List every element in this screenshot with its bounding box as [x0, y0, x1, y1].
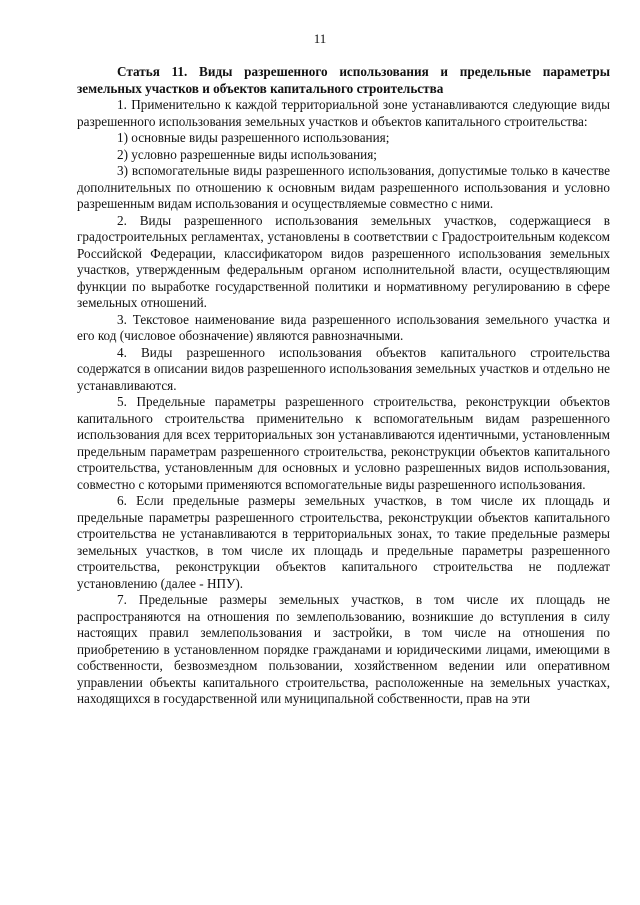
- page-number: 11: [313, 31, 327, 46]
- document-body: [77, 64, 610, 708]
- paragraph: 3. Текстовое наименование вида разрешенного использования земельного участка и его код (числовое обозначение) являются равнозначными.: [77, 311, 610, 343]
- paragraph: 3) вспомогательные виды разрешенного использования, допустимые только в качестве дополнительных по отношению к основным видам разрешенного использования и условно разрешенным видам использования и осуществляемые совместно с ними.: [77, 163, 610, 211]
- article-title: Статья 11. Виды разрешенного использования и предельные параметры земельных участков и объектов капитального строительства: [77, 64, 610, 96]
- paragraph: 7. Предельные размеры земельных участков, в том числе их площадь не распространяются на отношения по землепользованию, возникшие до вступления в силу настоящих правил землепользования и застройки, в том числе на отношения по приобретению в установленном порядке гражданами и юридическими лицами, имеющими в собственности, безвозмездном пользовании, хозяйственном ведении или оперативном управлении объекты капитального строительства, расположенные на земельных участках, находящихся в государственной или муниципальной собственности, прав на эти: [77, 592, 610, 706]
- paragraph: 2) условно разрешенные виды использования;: [117, 146, 377, 162]
- paragraph: 1. Применительно к каждой территориальной зоне устанавливаются следующие виды разрешенного использования земельных участков и объектов капитального строительства:: [77, 97, 610, 129]
- paragraph: 4. Виды разрешенного использования объектов капитального строительства содержатся в описании видов разрешенного использования земельных участков и отдельно не устанавливаются.: [77, 344, 610, 393]
- paragraph: 5. Предельные параметры разрешенного строительства, реконструкции объектов капитального строительства применительно к вспомогательным видам разрешенного использования для всех территориальных зон устанавливаются идентичными, установленным предельным параметрам разрешенного строительства, реконструкции объектов капитального строительства, установленным для основных и условно разрешенных видов использования, совместно с которыми применяются вспомогательные виды разрешенного использования.: [77, 394, 610, 492]
- paragraph: 2. Виды разрешенного использования земельных участков, содержащиеся в градостроительных регламентах, установлены в соответствии с Градостроительным кодексом Российской Федерации, классификатором видов разрешенного использования земельных участков, утвержденным федеральным органом исполнительной власти, осуществляющим функции по выработке государственной политики и нормативному регулированию в сфере земельных отношений.: [77, 212, 610, 310]
- paragraph: 6. Если предельные размеры земельных участков, в том числе их площадь и предельные параметры разрешенного строительства, реконструкции объектов капитального строительства не устанавливаются в территориальных зонах, то такие предельные размеры земельных участков, в том числе их площадь и предельные параметры разрешенного строительства, реконструкции объектов капитального строительства не подлежат установлению (далее - НПУ).: [77, 493, 610, 591]
- paragraph: 1) основные виды разрешенного использования;: [117, 130, 390, 145]
